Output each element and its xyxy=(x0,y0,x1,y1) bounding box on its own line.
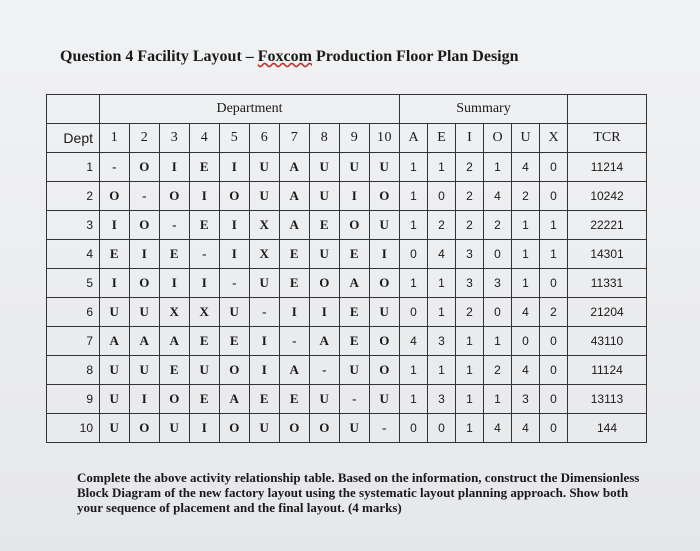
relationship-cell: E xyxy=(280,269,310,298)
summary-cell: 1 xyxy=(456,327,484,356)
row-dept-number: 1 xyxy=(47,153,100,182)
relationship-cell: X xyxy=(250,211,280,240)
relationship-cell: E xyxy=(160,240,190,269)
relationship-cell: U xyxy=(340,414,370,443)
activity-relationship-table xyxy=(46,94,647,443)
relationship-cell: U xyxy=(190,356,220,385)
relationship-cell: I xyxy=(190,269,220,298)
dept-number-header: 5 xyxy=(220,124,250,153)
instructions-text: Complete the above activity relationship table. Based on the information, construct the Dimensionless Block Diagram of the new factory layout using the systematic layout planning approach. Show both your sequence of placement and the final layout. (4 marks) xyxy=(77,470,640,515)
table-row xyxy=(47,385,647,414)
row-dept-number: 10 xyxy=(47,414,100,443)
summary-cell: 1 xyxy=(540,211,568,240)
relationship-cell: O xyxy=(370,327,400,356)
tcr-cell: 14301 xyxy=(568,240,647,269)
summary-cell: 1 xyxy=(456,356,484,385)
summary-cell: 1 xyxy=(400,153,428,182)
relationship-cell: I xyxy=(160,153,190,182)
relationship-cell: O xyxy=(130,269,160,298)
header-label-row xyxy=(47,95,647,124)
relationship-cell: I xyxy=(220,211,250,240)
tcr-cell: 22221 xyxy=(568,211,647,240)
summary-cell: 0 xyxy=(400,298,428,327)
relationship-cell: I xyxy=(220,153,250,182)
relationship-cell: I xyxy=(250,356,280,385)
relationship-cell: O xyxy=(310,414,340,443)
dept-number-header: 6 xyxy=(250,124,280,153)
relationship-cell: X xyxy=(250,240,280,269)
table-row xyxy=(47,298,647,327)
relationship-cell: E xyxy=(190,385,220,414)
relationship-cell: O xyxy=(220,182,250,211)
summary-cell: 2 xyxy=(456,182,484,211)
summary-cell: 1 xyxy=(512,211,540,240)
summary-cell: 3 xyxy=(456,240,484,269)
row-dept-number: 9 xyxy=(47,385,100,414)
row-dept-number: 2 xyxy=(47,182,100,211)
row-dept-number: 6 xyxy=(47,298,100,327)
summary-cell: 1 xyxy=(540,240,568,269)
relationship-cell: - xyxy=(220,269,250,298)
relationship-cell: O xyxy=(220,356,250,385)
table-row xyxy=(47,414,647,443)
relationship-cell: O xyxy=(310,269,340,298)
summary-cell: 1 xyxy=(428,298,456,327)
table-row xyxy=(47,269,647,298)
relationship-cell: U xyxy=(340,153,370,182)
summary-cell: 2 xyxy=(540,298,568,327)
relationship-cell: U xyxy=(370,385,400,414)
relationship-cell: E xyxy=(280,385,310,414)
relationship-cell: I xyxy=(130,240,160,269)
relationship-cell: E xyxy=(340,240,370,269)
summary-cell: 4 xyxy=(512,298,540,327)
relationship-cell: I xyxy=(190,414,220,443)
summary-cell: 1 xyxy=(400,211,428,240)
relationship-cell: I xyxy=(190,182,220,211)
summary-cell: 0 xyxy=(484,240,512,269)
summary-cell: 2 xyxy=(456,153,484,182)
row-dept-number: 5 xyxy=(47,269,100,298)
relationship-cell: A xyxy=(280,153,310,182)
summary-cell: 0 xyxy=(512,327,540,356)
relationship-cell: - xyxy=(370,414,400,443)
department-header: Department xyxy=(100,95,400,124)
summary-cell: 0 xyxy=(400,240,428,269)
summary-cell: 4 xyxy=(512,414,540,443)
relationship-cell: - xyxy=(190,240,220,269)
tcr-cell: 11124 xyxy=(568,356,647,385)
tcr-cell: 43110 xyxy=(568,327,647,356)
relationship-cell: I xyxy=(310,298,340,327)
relationship-cell: - xyxy=(130,182,160,211)
relationship-cell: I xyxy=(370,240,400,269)
header-number-row xyxy=(47,124,647,153)
summary-cell: 2 xyxy=(456,211,484,240)
relationship-cell: I xyxy=(340,182,370,211)
relationship-cell: U xyxy=(100,298,130,327)
summary-cell: 1 xyxy=(512,269,540,298)
summary-cell: 3 xyxy=(428,327,456,356)
tcr-cell: 13113 xyxy=(568,385,647,414)
dept-number-header: 7 xyxy=(280,124,310,153)
relationship-cell: A xyxy=(220,385,250,414)
summary-cell: 1 xyxy=(400,182,428,211)
summary-letter-header: I xyxy=(456,124,484,153)
relationship-cell: U xyxy=(250,153,280,182)
relationship-cell: A xyxy=(310,327,340,356)
relationship-cell: E xyxy=(160,356,190,385)
table-row xyxy=(47,240,647,269)
dept-number-header: 10 xyxy=(370,124,400,153)
relationship-cell: O xyxy=(220,414,250,443)
relationship-cell: U xyxy=(130,298,160,327)
relationship-cell: U xyxy=(370,153,400,182)
relationship-cell: A xyxy=(280,211,310,240)
summary-cell: 4 xyxy=(428,240,456,269)
summary-letter-header: O xyxy=(484,124,512,153)
tcr-cell: 21204 xyxy=(568,298,647,327)
relationship-cell: U xyxy=(250,414,280,443)
row-dept-number: 7 xyxy=(47,327,100,356)
relationship-cell: U xyxy=(160,414,190,443)
relationship-cell: A xyxy=(160,327,190,356)
summary-cell: 0 xyxy=(428,414,456,443)
relationship-cell: O xyxy=(100,182,130,211)
summary-cell: 1 xyxy=(428,269,456,298)
relationship-cell: O xyxy=(130,211,160,240)
summary-cell: 4 xyxy=(400,327,428,356)
dept-number-header: 1 xyxy=(100,124,130,153)
relationship-cell: O xyxy=(130,153,160,182)
summary-cell: 4 xyxy=(512,153,540,182)
table-row xyxy=(47,182,647,211)
summary-cell: 3 xyxy=(512,385,540,414)
relationship-cell: U xyxy=(310,240,340,269)
summary-cell: 4 xyxy=(512,356,540,385)
relationship-cell: I xyxy=(280,298,310,327)
summary-cell: 2 xyxy=(512,182,540,211)
dept-header-blank xyxy=(47,95,100,124)
relationship-cell: O xyxy=(370,269,400,298)
summary-cell: 1 xyxy=(484,153,512,182)
relationship-cell: E xyxy=(280,240,310,269)
relationship-cell: - xyxy=(250,298,280,327)
relationship-cell: A xyxy=(280,182,310,211)
dept-number-header: 9 xyxy=(340,124,370,153)
summary-cell: 4 xyxy=(484,182,512,211)
summary-cell: 1 xyxy=(400,385,428,414)
relationship-cell: I xyxy=(130,385,160,414)
summary-cell: 2 xyxy=(428,211,456,240)
relationship-cell: I xyxy=(160,269,190,298)
relationship-cell: E xyxy=(190,327,220,356)
summary-cell: 2 xyxy=(484,211,512,240)
table-row xyxy=(47,356,647,385)
relationship-cell: U xyxy=(310,153,340,182)
relationship-cell: - xyxy=(160,211,190,240)
relationship-cell: X xyxy=(160,298,190,327)
relationship-cell: E xyxy=(100,240,130,269)
relationship-cell: - xyxy=(310,356,340,385)
summary-cell: 1 xyxy=(400,356,428,385)
summary-cell: 2 xyxy=(456,298,484,327)
dept-number-header: 2 xyxy=(130,124,160,153)
relationship-cell: A xyxy=(130,327,160,356)
relationship-cell: U xyxy=(130,356,160,385)
relationship-cell: E xyxy=(250,385,280,414)
summary-cell: 3 xyxy=(428,385,456,414)
tcr-header-blank xyxy=(568,95,647,124)
summary-letter-header: A xyxy=(400,124,428,153)
summary-cell: 1 xyxy=(400,269,428,298)
summary-cell: 1 xyxy=(456,414,484,443)
relationship-cell: O xyxy=(130,414,160,443)
summary-header: Summary xyxy=(400,95,568,124)
summary-cell: 0 xyxy=(540,182,568,211)
relationship-cell: E xyxy=(340,298,370,327)
row-dept-number: 8 xyxy=(47,356,100,385)
relationship-cell: A xyxy=(340,269,370,298)
relationship-cell: U xyxy=(100,356,130,385)
tcr-cell: 11331 xyxy=(568,269,647,298)
tcr-header: TCR xyxy=(568,124,647,153)
relationship-cell: E xyxy=(310,211,340,240)
dept-header: Dept xyxy=(47,124,100,153)
relationship-cell: U xyxy=(370,298,400,327)
relationship-cell: A xyxy=(100,327,130,356)
relationship-cell: O xyxy=(160,182,190,211)
relationship-cell: I xyxy=(220,240,250,269)
relationship-cell: U xyxy=(310,385,340,414)
table-row xyxy=(47,327,647,356)
relationship-cell: A xyxy=(280,356,310,385)
summary-cell: 0 xyxy=(540,414,568,443)
relationship-cell: - xyxy=(280,327,310,356)
relationship-cell: E xyxy=(220,327,250,356)
relationship-cell: I xyxy=(250,327,280,356)
relationship-cell: U xyxy=(250,269,280,298)
relationship-cell: U xyxy=(340,356,370,385)
relationship-cell: X xyxy=(190,298,220,327)
summary-cell: 4 xyxy=(484,414,512,443)
relationship-cell: E xyxy=(190,211,220,240)
summary-cell: 3 xyxy=(484,269,512,298)
summary-letter-header: E xyxy=(428,124,456,153)
relationship-cell: O xyxy=(160,385,190,414)
table-row xyxy=(47,211,647,240)
summary-cell: 0 xyxy=(540,385,568,414)
tcr-cell: 10242 xyxy=(568,182,647,211)
summary-cell: 0 xyxy=(540,269,568,298)
tcr-cell: 11214 xyxy=(568,153,647,182)
summary-cell: 1 xyxy=(484,327,512,356)
title-brand: Foxcom xyxy=(257,48,312,65)
relationship-cell: U xyxy=(370,211,400,240)
summary-cell: 1 xyxy=(428,153,456,182)
summary-letter-header: X xyxy=(540,124,568,153)
relationship-cell: O xyxy=(340,211,370,240)
title-prefix: Question 4 Facility Layout – xyxy=(60,48,258,65)
relationship-cell: E xyxy=(340,327,370,356)
relationship-cell: U xyxy=(100,414,130,443)
relationship-cell: O xyxy=(280,414,310,443)
summary-cell: 1 xyxy=(428,356,456,385)
relationship-cell: - xyxy=(340,385,370,414)
summary-cell: 0 xyxy=(540,327,568,356)
summary-cell: 0 xyxy=(400,414,428,443)
dept-number-header: 8 xyxy=(310,124,340,153)
relationship-cell: - xyxy=(100,153,130,182)
summary-cell: 0 xyxy=(540,356,568,385)
relationship-cell: O xyxy=(370,356,400,385)
summary-cell: 2 xyxy=(484,356,512,385)
summary-cell: 0 xyxy=(428,182,456,211)
summary-cell: 3 xyxy=(456,269,484,298)
table-row xyxy=(47,153,647,182)
tcr-cell: 144 xyxy=(568,414,647,443)
question-title xyxy=(60,48,519,66)
summary-cell: 1 xyxy=(484,385,512,414)
relationship-cell: U xyxy=(310,182,340,211)
summary-letter-header: U xyxy=(512,124,540,153)
relationship-cell: E xyxy=(190,153,220,182)
summary-cell: 1 xyxy=(512,240,540,269)
relationship-cell: I xyxy=(100,211,130,240)
relationship-cell: U xyxy=(100,385,130,414)
title-suffix: Production Floor Plan Design xyxy=(311,48,519,65)
dept-number-header: 4 xyxy=(190,124,220,153)
relationship-cell: U xyxy=(250,182,280,211)
row-dept-number: 3 xyxy=(47,211,100,240)
relationship-cell: I xyxy=(100,269,130,298)
row-dept-number: 4 xyxy=(47,240,100,269)
relationship-cell: U xyxy=(220,298,250,327)
dept-number-header: 3 xyxy=(160,124,190,153)
summary-cell: 0 xyxy=(484,298,512,327)
relationship-cell: O xyxy=(370,182,400,211)
summary-cell: 0 xyxy=(540,153,568,182)
summary-cell: 1 xyxy=(456,385,484,414)
